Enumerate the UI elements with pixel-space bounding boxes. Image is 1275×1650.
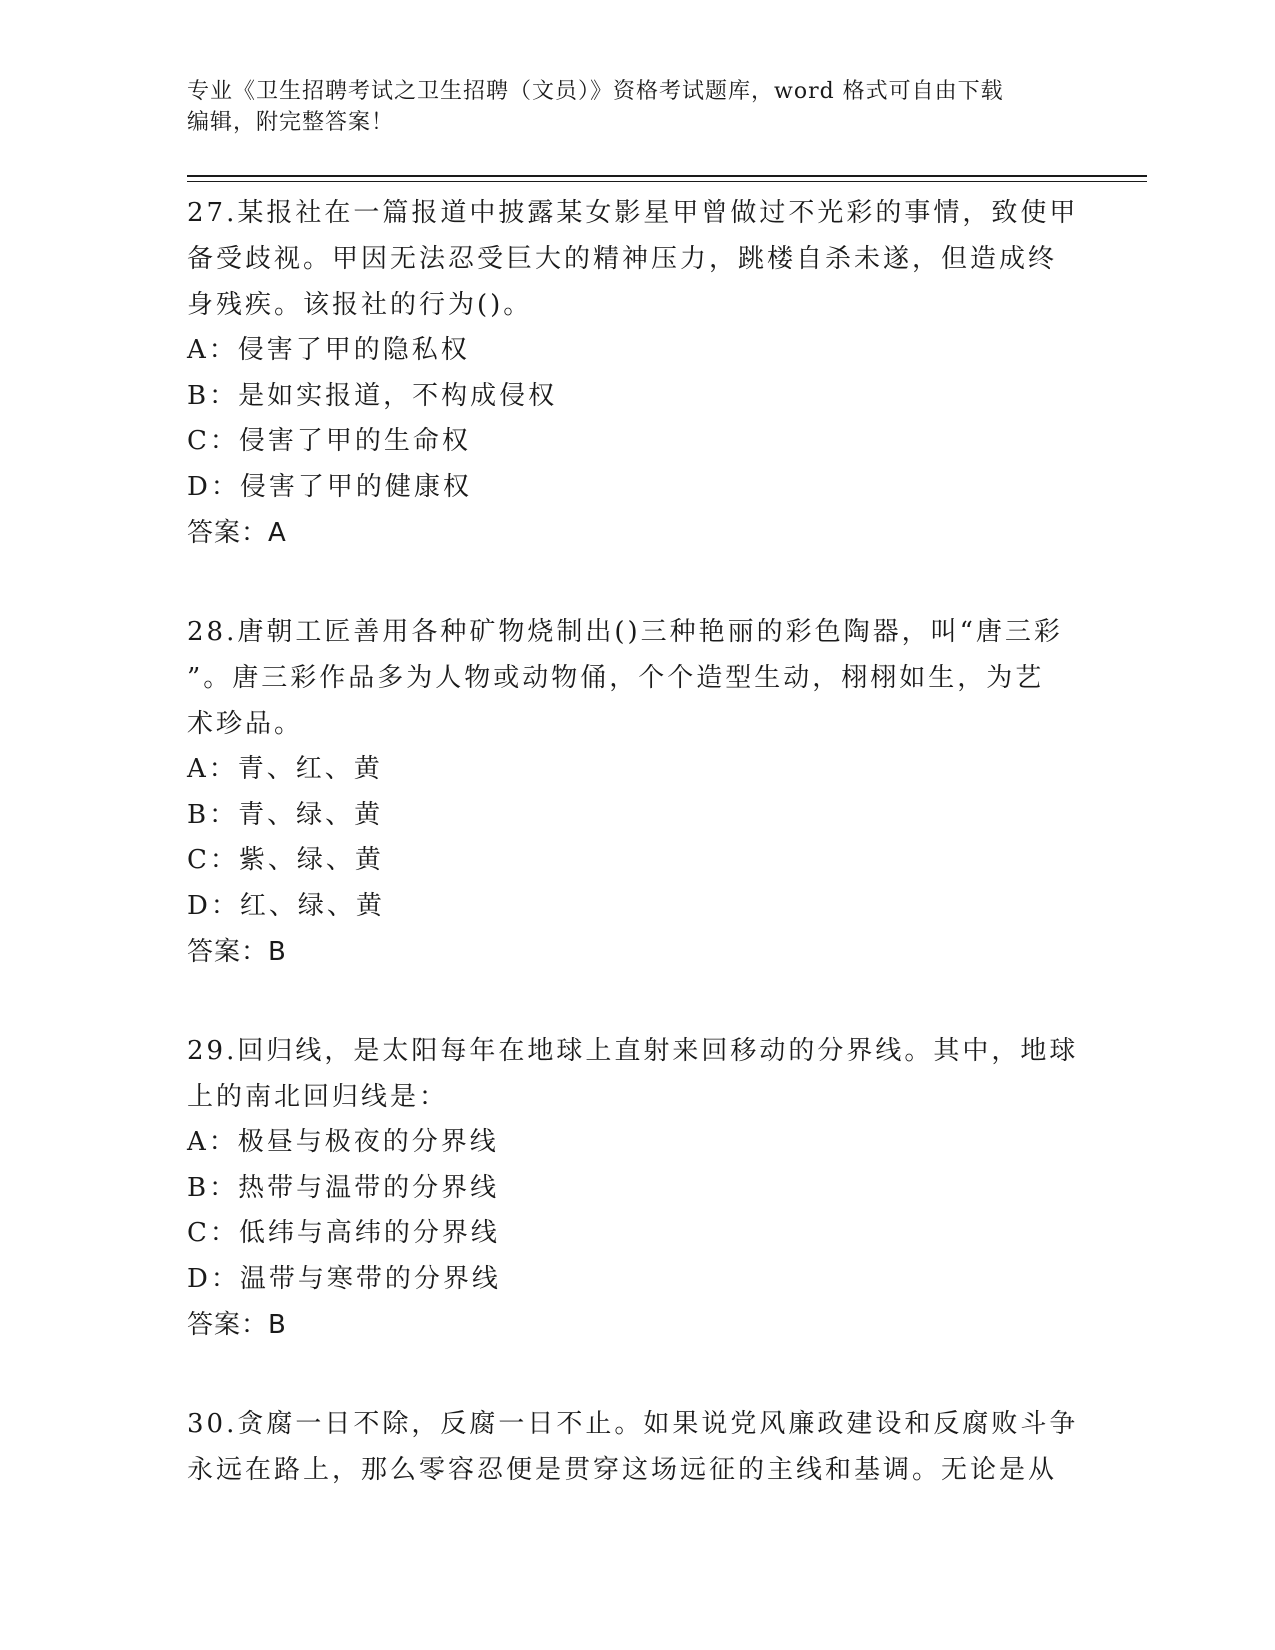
question-text-line: 30.贪腐一日不除，反腐一日不止。如果说党风廉政建设和反腐败斗争	[187, 1409, 1079, 1439]
question-text-line: 29.回归线，是太阳每年在地球上直射来回移动的分界线。其中，地球	[187, 1036, 1079, 1066]
option-b: B：青、绿、黄	[187, 799, 384, 830]
option-b: B：热带与温带的分界线	[187, 1172, 500, 1203]
header-line-2: 编辑，附完整答案！	[187, 110, 395, 135]
question-30	[187, 1401, 1087, 1493]
option-c: C：侵害了甲的生命权	[187, 426, 471, 456]
header-divider-thick	[187, 175, 1147, 177]
question-text-line: 28.唐朝工匠善用各种矿物烧制出()三种艳丽的彩色陶器，叫“唐三彩	[187, 617, 1063, 647]
question-text-line: 身残疾。该报社的行为()。	[187, 290, 533, 320]
option-a: A：青、红、黄	[187, 754, 383, 784]
question-text-line: 永远在路上，那么零容忍便是贯穿这场远征的主线和基调。无论是从	[187, 1455, 1058, 1485]
question-27	[187, 190, 1087, 556]
question-text	[187, 1028, 1087, 1120]
question-text	[187, 609, 1087, 747]
option-d: D：红、绿、黄	[187, 890, 385, 921]
question-text	[187, 1401, 1087, 1493]
question-29	[187, 1028, 1087, 1348]
option-d: D：温带与寒带的分界线	[187, 1263, 501, 1294]
header-divider-thin	[187, 181, 1147, 182]
answer-label: 答案：B	[187, 937, 287, 967]
question-text-line: 术珍品。	[187, 709, 304, 739]
question-text	[187, 190, 1087, 328]
option-b: B：是如实报道，不构成侵权	[187, 380, 558, 411]
answer-label: 答案：B	[187, 1310, 287, 1340]
document-header	[187, 76, 1087, 138]
answer-label: 答案：A	[187, 518, 287, 548]
question-28	[187, 609, 1087, 975]
question-list	[187, 190, 1087, 1546]
option-a: A：侵害了甲的隐私权	[187, 335, 470, 365]
option-c: C：紫、绿、黄	[187, 845, 384, 875]
question-text-line: 上的南北回归线是：	[187, 1082, 449, 1112]
option-d: D：侵害了甲的健康权	[187, 471, 472, 502]
option-a: A：极昼与极夜的分界线	[187, 1127, 499, 1157]
option-c: C：低纬与高纬的分界线	[187, 1218, 500, 1248]
question-text-line: ”。唐三彩作品多为人物或动物俑，个个造型生动，栩栩如生，为艺	[187, 663, 1045, 693]
question-text-line: 备受歧视。甲因无法忍受巨大的精神压力，跳楼自杀未遂，但造成终	[187, 244, 1058, 274]
header-line-1: 专业《卫生招聘考试之卫生招聘（文员）》资格考试题库，word 格式可自由下载	[187, 79, 1004, 104]
question-text-line: 27.某报社在一篇报道中披露某女影星甲曾做过不光彩的事情，致使甲	[187, 198, 1079, 228]
